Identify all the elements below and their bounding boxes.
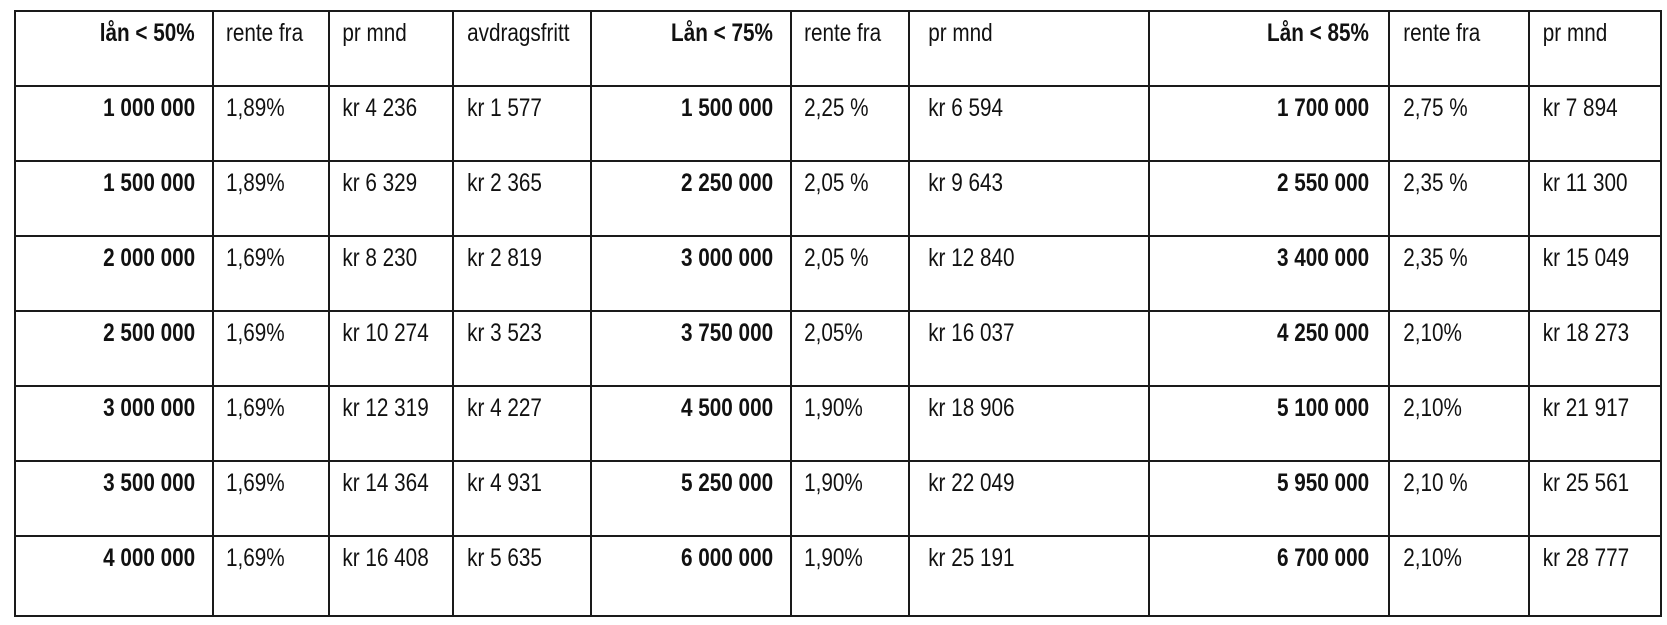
cell-text: 4 250 000	[1276, 319, 1369, 347]
cell-loan-85	[1161, 236, 1377, 311]
cell-monthly-50	[335, 236, 447, 311]
cell-rate-75	[797, 536, 903, 616]
cell-text: kr 5 635	[467, 544, 542, 572]
cell-text: 4 000 000	[102, 544, 195, 572]
cell-monthly-85	[1536, 236, 1655, 311]
cell-interest-only-50	[460, 536, 584, 616]
cell-monthly-85	[1536, 536, 1655, 616]
cell-text: 1 000 000	[102, 94, 195, 122]
loan-rate-table	[14, 10, 1662, 617]
cell-text: 1,90%	[804, 544, 863, 572]
cell-text: 2 250 000	[680, 169, 773, 197]
table-row	[15, 461, 1661, 536]
cell-text: 5 950 000	[1276, 469, 1369, 497]
table-row	[15, 386, 1661, 461]
cell-text: 3 000 000	[102, 394, 195, 422]
cell-rate-85	[1396, 86, 1522, 161]
cell-text: kr 11 300	[1542, 169, 1628, 197]
table-row	[15, 311, 1661, 386]
header-cell-text: pr mnd	[342, 19, 407, 47]
header-monthly-85	[1536, 11, 1655, 86]
cell-rate-85	[1396, 461, 1522, 536]
cell-rate-75	[797, 461, 903, 536]
cell-text: 2,10 %	[1403, 469, 1468, 497]
cell-text: 2 550 000	[1276, 169, 1369, 197]
cell-text: 2,25 %	[804, 94, 869, 122]
cell-text: kr 2 365	[467, 169, 542, 197]
cell-loan-85	[1161, 311, 1377, 386]
cell-monthly-50	[335, 536, 447, 616]
cell-rate-75	[797, 161, 903, 236]
cell-text: 2,35 %	[1403, 169, 1468, 197]
header-cell-text: pr mnd	[928, 19, 993, 47]
cell-text: 3 000 000	[680, 244, 773, 272]
cell-text: 2,10%	[1403, 394, 1462, 422]
cell-monthly-85	[1536, 311, 1655, 386]
cell-interest-only-50	[460, 386, 584, 461]
header-cell-text: rente fra	[226, 19, 304, 47]
cell-text: kr 4 227	[467, 394, 542, 422]
header-cell-text: lån < 50%	[100, 19, 195, 47]
table-row	[15, 86, 1661, 161]
cell-text: kr 18 906	[928, 394, 1015, 422]
cell-text: kr 6 594	[928, 94, 1004, 122]
cell-loan-75	[601, 236, 781, 311]
cell-text: 3 750 000	[680, 319, 773, 347]
cell-monthly-85	[1536, 461, 1655, 536]
table-row	[15, 236, 1661, 311]
cell-rate-85	[1396, 161, 1522, 236]
cell-text: kr 8 230	[342, 244, 418, 272]
cell-text: 3 400 000	[1276, 244, 1369, 272]
cell-rate-75	[797, 311, 903, 386]
cell-interest-only-50	[460, 461, 584, 536]
header-monthly-50	[335, 11, 447, 86]
cell-text: 1,69%	[226, 469, 285, 497]
header-cell-text: rente fra	[1403, 19, 1481, 47]
cell-monthly-75	[921, 86, 1137, 161]
cell-rate-75	[797, 86, 903, 161]
cell-rate-50	[219, 386, 323, 461]
cell-monthly-75	[921, 461, 1137, 536]
cell-text: kr 25 561	[1542, 469, 1630, 497]
cell-interest-only-50	[460, 161, 584, 236]
cell-interest-only-50	[460, 86, 584, 161]
cell-text: 2,05 %	[804, 244, 869, 272]
cell-text: 5 100 000	[1276, 394, 1369, 422]
cell-monthly-50	[335, 86, 447, 161]
cell-loan-75	[601, 461, 781, 536]
cell-text: kr 2 819	[467, 244, 542, 272]
header-loan-under-85	[1161, 11, 1377, 86]
cell-loan-85	[1161, 86, 1377, 161]
cell-text: kr 7 894	[1542, 94, 1618, 122]
cell-text: 1,90%	[804, 469, 863, 497]
cell-text: 1 700 000	[1276, 94, 1369, 122]
header-interest-only-50	[460, 11, 584, 86]
cell-loan-85	[1161, 536, 1377, 616]
cell-loan-50	[25, 161, 203, 236]
cell-text: 1,89%	[226, 169, 285, 197]
cell-text: 2,35 %	[1403, 244, 1468, 272]
cell-monthly-75	[921, 161, 1137, 236]
cell-rate-85	[1396, 386, 1522, 461]
cell-loan-50	[25, 536, 203, 616]
cell-interest-only-50	[460, 311, 584, 386]
cell-text: kr 10 274	[342, 319, 429, 347]
cell-monthly-75	[921, 386, 1137, 461]
cell-text: kr 14 364	[342, 469, 429, 497]
cell-monthly-50	[335, 461, 447, 536]
cell-rate-50	[219, 236, 323, 311]
cell-text: 1,89%	[226, 94, 285, 122]
cell-rate-75	[797, 386, 903, 461]
cell-text: 2,05 %	[804, 169, 869, 197]
cell-loan-75	[601, 311, 781, 386]
header-cell-text: avdragsfritt	[467, 19, 570, 47]
cell-loan-75	[601, 536, 781, 616]
cell-text: 1,69%	[226, 544, 285, 572]
cell-rate-50	[219, 311, 323, 386]
cell-text: 3 500 000	[102, 469, 195, 497]
cell-monthly-85	[1536, 86, 1655, 161]
cell-text: kr 18 273	[1542, 319, 1630, 347]
cell-text: kr 12 840	[928, 244, 1015, 272]
header-row	[15, 11, 1661, 86]
cell-monthly-85	[1536, 161, 1655, 236]
table-row	[15, 536, 1661, 616]
header-cell-text: pr mnd	[1542, 19, 1608, 47]
cell-loan-85	[1161, 461, 1377, 536]
cell-rate-50	[219, 461, 323, 536]
cell-text: 2,10%	[1403, 319, 1462, 347]
cell-text: kr 6 329	[342, 169, 418, 197]
cell-text: 2,05%	[804, 319, 863, 347]
cell-text: kr 1 577	[467, 94, 542, 122]
cell-rate-85	[1396, 536, 1522, 616]
table-row	[15, 161, 1661, 236]
cell-text: 5 250 000	[680, 469, 773, 497]
cell-monthly-75	[921, 536, 1137, 616]
cell-text: kr 16 408	[342, 544, 429, 572]
header-loan-under-75	[601, 11, 781, 86]
cell-monthly-75	[921, 236, 1137, 311]
cell-monthly-75	[921, 311, 1137, 386]
cell-text: kr 9 643	[928, 169, 1004, 197]
cell-text: kr 4 236	[342, 94, 418, 122]
cell-text: 1,69%	[226, 394, 285, 422]
header-cell-text: Lån < 85%	[1267, 19, 1369, 47]
header-cell-text: rente fra	[804, 19, 882, 47]
cell-text: 1,69%	[226, 244, 285, 272]
cell-rate-50	[219, 536, 323, 616]
cell-text: 2 500 000	[102, 319, 195, 347]
cell-monthly-85	[1536, 386, 1655, 461]
cell-text: kr 28 777	[1542, 544, 1630, 572]
cell-text: 6 700 000	[1276, 544, 1369, 572]
cell-text: kr 12 319	[342, 394, 429, 422]
header-rate-50	[219, 11, 323, 86]
cell-loan-85	[1161, 386, 1377, 461]
cell-text: 1 500 000	[102, 169, 195, 197]
cell-loan-50	[25, 236, 203, 311]
cell-text: kr 16 037	[928, 319, 1015, 347]
cell-loan-50	[25, 386, 203, 461]
cell-text: 2,75 %	[1403, 94, 1468, 122]
cell-loan-50	[25, 461, 203, 536]
cell-text: 2 000 000	[102, 244, 195, 272]
cell-rate-50	[219, 86, 323, 161]
cell-text: kr 21 917	[1542, 394, 1630, 422]
cell-monthly-50	[335, 161, 447, 236]
cell-text: 2,10%	[1403, 544, 1462, 572]
cell-monthly-50	[335, 386, 447, 461]
cell-text: kr 22 049	[928, 469, 1015, 497]
cell-loan-50	[25, 311, 203, 386]
cell-loan-75	[601, 86, 781, 161]
cell-loan-75	[601, 386, 781, 461]
cell-text: 1,90%	[804, 394, 863, 422]
header-cell-text: Lån < 75%	[671, 19, 773, 47]
cell-rate-85	[1396, 311, 1522, 386]
cell-text: kr 15 049	[1542, 244, 1630, 272]
cell-rate-75	[797, 236, 903, 311]
cell-rate-50	[219, 161, 323, 236]
header-loan-under-50	[25, 11, 203, 86]
cell-text: 1,69%	[226, 319, 285, 347]
cell-loan-75	[601, 161, 781, 236]
header-monthly-75	[921, 11, 1137, 86]
cell-text: 4 500 000	[680, 394, 773, 422]
cell-text: kr 3 523	[467, 319, 542, 347]
cell-loan-50	[25, 86, 203, 161]
cell-loan-85	[1161, 161, 1377, 236]
cell-interest-only-50	[460, 236, 584, 311]
cell-text: kr 4 931	[467, 469, 542, 497]
cell-text: kr 25 191	[928, 544, 1015, 572]
cell-text: 1 500 000	[680, 94, 773, 122]
cell-rate-85	[1396, 236, 1522, 311]
cell-monthly-50	[335, 311, 447, 386]
header-rate-85	[1396, 11, 1522, 86]
header-rate-75	[797, 11, 903, 86]
cell-text: 6 000 000	[680, 544, 773, 572]
